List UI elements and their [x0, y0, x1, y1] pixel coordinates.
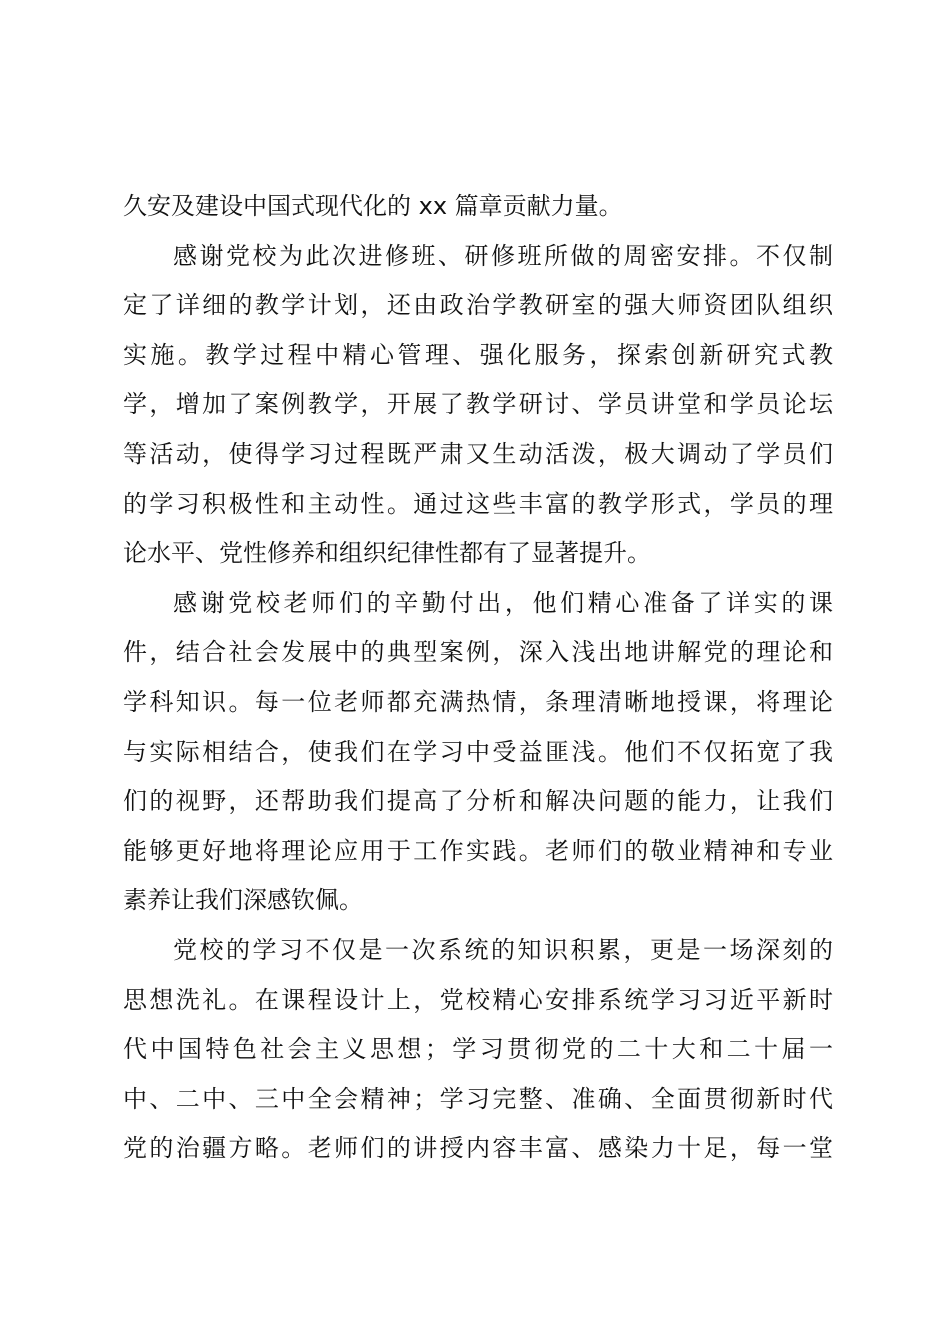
text-line: 论水平、党性修养和组织纪律性都有了显著提升。	[123, 539, 651, 568]
text-line: 代中国特色社会主义思想；学习贯彻党的二十大和二十届一	[123, 1035, 833, 1064]
text-line: 党校的学习不仅是一次系统的知识积累，更是一场深刻的	[173, 935, 833, 964]
text-line: 学科知识。每一位老师都充满热情，条理清晰地授课，将理论	[123, 687, 833, 716]
text-line: 能够更好地将理论应用于工作实践。老师们的敬业精神和专业	[123, 836, 833, 865]
text-line: 中、二中、三中全会精神；学习完整、准确、全面贯彻新时代	[123, 1084, 833, 1113]
text-line: 们的视野，还帮助我们提高了分析和解决问题的能力，让我们	[123, 787, 833, 816]
text-line: 素养让我们深感钦佩。	[123, 886, 363, 915]
text-line: 学，增加了案例教学，开展了教学研讨、学员讲堂和学员论坛	[123, 390, 833, 419]
text-line: 等活动，使得学习过程既严肃又生动活泼，极大调动了学员们	[123, 439, 833, 468]
text-line: 思想洗礼。在课程设计上，党校精心安排系统学习习近平新时	[123, 985, 833, 1014]
text-line: 件，结合社会发展中的典型案例，深入浅出地讲解党的理论和	[123, 638, 833, 667]
text-line: 的学习积极性和主动性。通过这些丰富的教学形式，学员的理	[123, 489, 833, 518]
text-line: 久安及建设中国式现代化的 xx 篇章贡献力量。	[123, 192, 623, 220]
document-body	[123, 182, 833, 1174]
text-line: 定了详细的教学计划，还由政治学教研室的强大师资团队组织	[123, 291, 833, 320]
text-line: 感谢党校老师们的辛勤付出，他们精心准备了详实的课	[173, 588, 833, 617]
text-line: 与实际相结合，使我们在学习中受益匪浅。他们不仅拓宽了我	[123, 737, 833, 766]
text-line: 实施。教学过程中精心管理、强化服务，探索创新研究式教	[123, 340, 833, 369]
text-line: 感谢党校为此次进修班、研修班所做的周密安排。不仅制	[173, 241, 833, 270]
text-line: 党的治疆方略。老师们的讲授内容丰富、感染力十足，每一堂	[123, 1134, 833, 1163]
